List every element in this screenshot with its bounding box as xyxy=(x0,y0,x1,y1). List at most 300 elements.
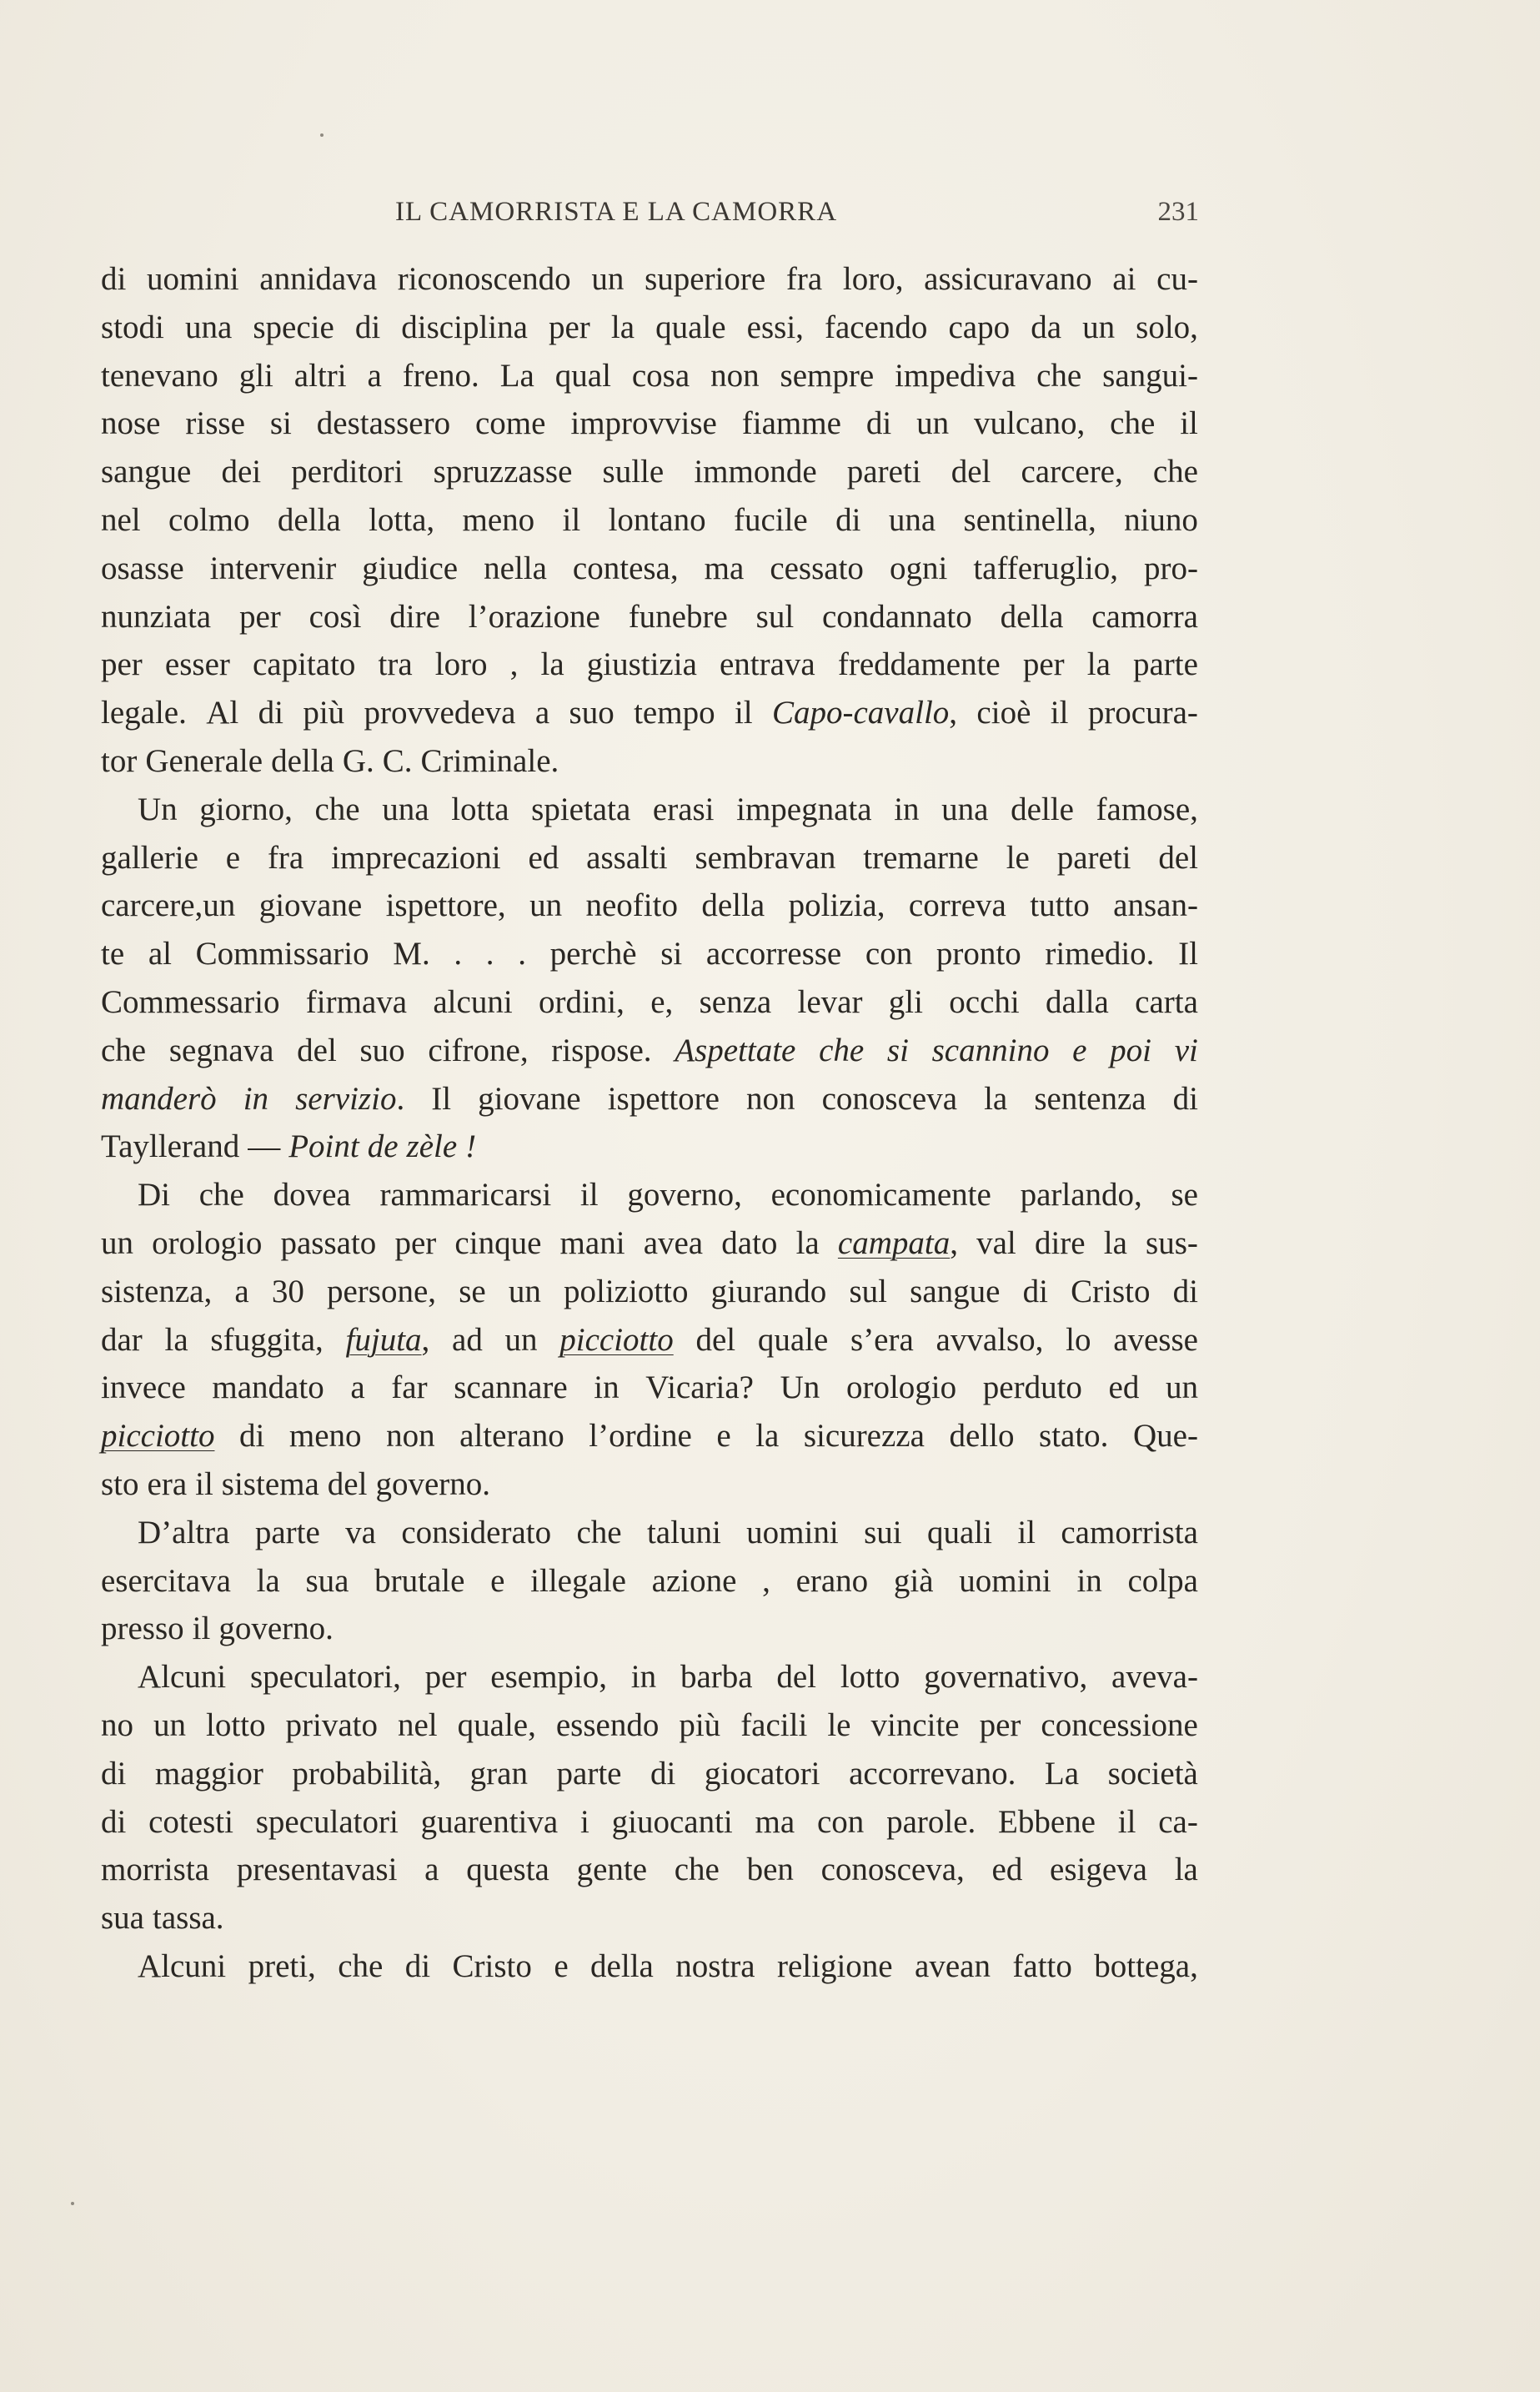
word xyxy=(850,1316,914,1364)
word xyxy=(101,304,164,352)
word xyxy=(350,1364,364,1412)
word xyxy=(629,593,728,641)
text-fragment: Vicaria? xyxy=(645,1369,754,1406)
word xyxy=(389,593,440,641)
text-fragment: non xyxy=(746,1080,795,1117)
text-fragment: lotta, xyxy=(369,501,435,538)
word xyxy=(770,545,864,593)
text-fragment: , xyxy=(949,695,958,731)
word xyxy=(101,1605,184,1653)
text-fragment: alcuni xyxy=(433,983,513,1020)
text-fragment: carcere,un xyxy=(101,887,236,924)
word xyxy=(291,448,403,496)
italic-text: poi xyxy=(1110,1032,1152,1068)
text-fragment: e xyxy=(490,1562,505,1599)
text-fragment: persone, xyxy=(327,1273,437,1309)
text-fragment: improvvise xyxy=(570,405,717,442)
italic-text: campata xyxy=(837,1224,951,1261)
text-fragment: Il xyxy=(1178,936,1198,972)
text-fragment: scannare xyxy=(454,1369,568,1406)
word xyxy=(1109,1364,1140,1412)
text-fragment: Alcuni xyxy=(138,1659,227,1696)
text-fragment: la xyxy=(256,1562,280,1599)
word xyxy=(577,1846,647,1894)
text-fragment: imprecazioni xyxy=(331,839,501,876)
word xyxy=(303,689,344,737)
word xyxy=(289,1412,362,1460)
word xyxy=(421,737,559,786)
text-fragment: se xyxy=(1171,1177,1198,1214)
word xyxy=(612,1798,733,1847)
word xyxy=(589,1412,691,1460)
word xyxy=(1045,930,1154,978)
word xyxy=(101,400,161,448)
text-fragment: il xyxy=(1050,695,1069,731)
text-fragment: gli xyxy=(238,357,273,394)
word xyxy=(1021,448,1122,496)
word xyxy=(1051,689,1069,737)
text-fragment: sicurezza xyxy=(803,1418,925,1455)
text-fragment: intervenir xyxy=(209,550,337,586)
word xyxy=(756,593,795,641)
text-fragment: camorrista xyxy=(1061,1514,1198,1550)
word xyxy=(1045,1750,1079,1798)
word xyxy=(454,1219,541,1268)
word xyxy=(428,1027,528,1075)
word xyxy=(910,1268,1000,1316)
word xyxy=(603,448,665,496)
text-fragment: ordini, xyxy=(538,983,625,1020)
text-fragment: il xyxy=(1117,1803,1136,1840)
word xyxy=(148,1798,233,1847)
word xyxy=(740,1701,807,1750)
word xyxy=(735,689,753,737)
text-fragment: polizia, xyxy=(788,887,885,924)
word xyxy=(864,1509,902,1557)
word xyxy=(1118,1798,1136,1847)
text-line xyxy=(101,1412,1198,1460)
text-fragment: orologio xyxy=(845,1369,957,1406)
text-line xyxy=(101,786,1198,834)
word xyxy=(1006,834,1030,882)
text-fragment: ma xyxy=(704,550,745,586)
word xyxy=(239,1412,264,1460)
word xyxy=(239,352,273,400)
word xyxy=(101,1268,212,1316)
word xyxy=(101,1557,231,1606)
text-fragment: sui xyxy=(864,1514,902,1550)
word xyxy=(379,1171,551,1219)
word xyxy=(101,834,198,882)
text-fragment: erano xyxy=(795,1562,869,1599)
text-fragment: dato xyxy=(721,1224,778,1261)
word xyxy=(822,1075,957,1123)
word xyxy=(101,1027,146,1075)
word xyxy=(1110,400,1155,448)
text-fragment: una xyxy=(941,791,989,827)
text-fragment: avesse xyxy=(1113,1321,1198,1358)
word xyxy=(742,400,841,448)
text-fragment: che xyxy=(338,1947,384,1984)
text-fragment: sembravan xyxy=(695,839,836,876)
word xyxy=(221,448,261,496)
word xyxy=(780,1364,820,1412)
text-fragment: vulcano, xyxy=(974,405,1086,442)
text-fragment: il xyxy=(1180,405,1198,442)
word xyxy=(889,496,936,545)
word xyxy=(345,1509,376,1557)
word xyxy=(1050,1846,1147,1894)
text-fragment: cioè xyxy=(976,695,1031,731)
text-fragment: tra xyxy=(378,646,413,683)
word xyxy=(253,304,334,352)
word xyxy=(1111,1653,1198,1701)
text-fragment: sangue xyxy=(101,454,192,490)
text-fragment: ogni xyxy=(889,550,948,586)
text-fragment: bottega, xyxy=(1094,1947,1198,1984)
text-fragment: quali xyxy=(926,1514,992,1550)
word xyxy=(257,1557,280,1606)
text-fragment: freddamente xyxy=(837,646,1001,683)
word xyxy=(747,304,804,352)
text-fragment: freno. xyxy=(402,357,479,394)
text-line xyxy=(101,593,1198,641)
text-fragment: tutto xyxy=(1030,887,1090,924)
word xyxy=(865,930,912,978)
word xyxy=(243,1075,268,1123)
text-fragment: di xyxy=(1022,1273,1048,1309)
text-fragment: vincite xyxy=(870,1706,960,1743)
text-fragment: con xyxy=(865,936,913,972)
word xyxy=(964,496,1096,545)
text-fragment: in xyxy=(1076,1562,1102,1599)
word xyxy=(434,448,573,496)
word xyxy=(594,1364,619,1412)
text-fragment: società xyxy=(1107,1755,1198,1791)
text-fragment: tempo xyxy=(634,695,715,731)
word xyxy=(433,978,512,1027)
text-fragment: carcere, xyxy=(1021,454,1123,490)
text-fragment: sulle xyxy=(602,454,665,490)
word xyxy=(1158,1798,1198,1847)
word xyxy=(101,1219,133,1268)
text-fragment: con xyxy=(816,1803,865,1840)
italic-text: manderò xyxy=(101,1080,217,1117)
word xyxy=(1031,304,1061,352)
text-line xyxy=(101,1942,1198,1991)
text-fragment: Tayllerand xyxy=(101,1128,240,1165)
word xyxy=(550,930,637,978)
word xyxy=(849,1268,887,1316)
word xyxy=(720,641,815,689)
word xyxy=(983,1364,1082,1412)
text-fragment: fucile xyxy=(733,501,808,538)
word xyxy=(772,689,957,737)
word xyxy=(650,978,673,1027)
word xyxy=(1102,352,1198,400)
text-fragment: della xyxy=(271,742,334,779)
text-fragment: giocatori xyxy=(704,1755,820,1791)
text-line xyxy=(101,689,1198,737)
word xyxy=(165,641,230,689)
word xyxy=(101,689,187,737)
text-fragment: al xyxy=(148,936,172,972)
word xyxy=(431,1075,451,1123)
word xyxy=(237,1846,398,1894)
text-fragment: pronto xyxy=(936,936,1021,972)
word xyxy=(469,593,600,641)
text-line xyxy=(101,1123,1198,1171)
word xyxy=(309,593,362,641)
text-fragment: le xyxy=(1006,839,1030,876)
text-fragment: Di xyxy=(138,1177,170,1214)
word xyxy=(560,1219,625,1268)
word xyxy=(675,1846,720,1894)
word xyxy=(1087,641,1111,689)
word xyxy=(984,1075,1007,1123)
word xyxy=(101,930,124,978)
word xyxy=(1136,304,1198,352)
word xyxy=(894,786,919,834)
word xyxy=(101,1412,214,1460)
text-fragment: già xyxy=(893,1562,934,1599)
text-fragment: Ebbene xyxy=(998,1803,1096,1840)
word xyxy=(909,882,1006,930)
text-fragment: senza xyxy=(699,983,772,1020)
text-fragment: cotesti xyxy=(148,1803,233,1840)
text-fragment: parole. xyxy=(886,1803,976,1840)
italic-text: scannino xyxy=(931,1032,1050,1068)
text-fragment: immonde xyxy=(694,454,817,490)
word xyxy=(280,1219,376,1268)
italic-text: zèle xyxy=(406,1128,458,1165)
word xyxy=(459,1412,564,1460)
word xyxy=(569,689,614,737)
word xyxy=(1096,786,1198,834)
text-fragment: sangue xyxy=(910,1273,1001,1309)
text-fragment: del xyxy=(327,1465,368,1502)
text-fragment: sistenza, xyxy=(101,1273,213,1309)
word xyxy=(590,1942,654,1991)
text-fragment: probabilità, xyxy=(292,1755,442,1791)
word xyxy=(838,641,1001,689)
text-fragment: sempre xyxy=(780,357,875,394)
word xyxy=(292,1750,441,1798)
text-line xyxy=(101,978,1198,1027)
word xyxy=(193,1605,211,1653)
word xyxy=(886,1798,976,1847)
text-fragment: della xyxy=(277,501,341,538)
text-fragment: dalla xyxy=(1046,983,1109,1020)
text-line xyxy=(101,1701,1198,1750)
word xyxy=(286,1701,378,1750)
word xyxy=(362,545,458,593)
word xyxy=(695,1316,735,1364)
word xyxy=(101,1316,143,1364)
text-fragment: levar xyxy=(797,983,863,1020)
word xyxy=(1035,1219,1086,1268)
word xyxy=(585,882,677,930)
text-fragment: tor xyxy=(101,742,138,779)
text-line xyxy=(101,1171,1198,1219)
text-fragment: cu- xyxy=(1156,261,1198,297)
text-fragment: ma xyxy=(755,1803,795,1840)
text-fragment: più xyxy=(679,1706,721,1743)
word xyxy=(294,352,347,400)
text-fragment: di xyxy=(354,309,381,345)
word xyxy=(270,400,292,448)
text-line xyxy=(101,545,1198,593)
text-fragment: e, xyxy=(650,983,674,1020)
word xyxy=(101,882,235,930)
text-fragment: destassero xyxy=(316,405,451,442)
text-fragment: alterano xyxy=(459,1418,564,1455)
word xyxy=(573,545,679,593)
paper-speck xyxy=(71,2202,74,2205)
text-fragment: pareti xyxy=(846,454,921,490)
text-fragment: Criminale. xyxy=(420,742,559,779)
word xyxy=(580,1798,589,1847)
text-fragment: per xyxy=(979,1706,1021,1743)
word xyxy=(627,1171,742,1219)
text-fragment: spruzzasse xyxy=(433,454,573,490)
text-fragment: la xyxy=(755,1418,780,1455)
word xyxy=(1166,1364,1198,1412)
word xyxy=(843,255,904,304)
word xyxy=(936,1316,1044,1364)
text-fragment: una xyxy=(184,309,233,345)
text-fragment: ben xyxy=(746,1852,794,1888)
text-fragment: governo. xyxy=(218,1611,334,1647)
text-fragment: gente xyxy=(576,1852,648,1888)
word xyxy=(1041,1701,1197,1750)
text-fragment: camorra xyxy=(1091,598,1198,635)
text-fragment: , xyxy=(762,1562,770,1599)
text-fragment: in xyxy=(630,1659,657,1696)
word xyxy=(196,930,369,978)
word xyxy=(101,1798,126,1847)
text-fragment: fra xyxy=(267,839,304,876)
word xyxy=(195,1460,213,1509)
text-fragment: condannato xyxy=(822,598,972,635)
text-line xyxy=(101,1557,1198,1606)
word xyxy=(510,641,519,689)
word xyxy=(1173,1268,1198,1316)
text-fragment: dello xyxy=(949,1418,1015,1455)
word xyxy=(1171,1171,1199,1219)
text-fragment: facendo xyxy=(825,309,928,345)
word xyxy=(452,1316,483,1364)
text-fragment: lo xyxy=(1066,1321,1091,1358)
word xyxy=(403,352,479,400)
word xyxy=(653,786,715,834)
text-fragment: quale xyxy=(757,1321,829,1358)
text-fragment: e xyxy=(225,839,241,876)
text-fragment: sistema xyxy=(221,1465,319,1502)
word xyxy=(660,930,682,978)
word xyxy=(369,496,434,545)
text-line xyxy=(101,1075,1198,1123)
text-fragment: non xyxy=(710,357,760,394)
italic-text: picciotto xyxy=(559,1321,674,1358)
word xyxy=(866,400,891,448)
text-line xyxy=(101,641,1198,689)
text-fragment: la xyxy=(164,1321,188,1358)
text-fragment: presentavasi xyxy=(236,1852,398,1888)
text-fragment: fatto xyxy=(1012,1947,1072,1984)
text-fragment: essi, xyxy=(746,309,804,345)
text-fragment: speculatori, xyxy=(249,1659,401,1696)
word xyxy=(138,1509,229,1557)
word xyxy=(145,737,263,786)
text-fragment: perditori xyxy=(291,454,404,490)
italic-text: fujuta xyxy=(345,1321,422,1358)
word xyxy=(736,786,871,834)
text-fragment: contesa, xyxy=(572,550,679,586)
text-fragment: brutale xyxy=(374,1562,465,1599)
word xyxy=(591,255,624,304)
word xyxy=(786,255,822,304)
word xyxy=(101,1460,139,1509)
word xyxy=(1001,593,1064,641)
text-fragment: cessato xyxy=(770,550,864,586)
word xyxy=(273,1171,351,1219)
word xyxy=(924,255,1091,304)
word xyxy=(895,352,1016,400)
text-fragment: gli xyxy=(888,983,923,1020)
text-fragment: facili xyxy=(740,1706,808,1743)
text-fragment: a xyxy=(367,357,382,394)
text-fragment: tafferuglio, xyxy=(973,550,1118,586)
text-fragment: accorrevano. xyxy=(849,1755,1016,1791)
word xyxy=(101,1123,239,1171)
word xyxy=(185,304,232,352)
word xyxy=(632,352,690,400)
word xyxy=(1133,1412,1198,1460)
word xyxy=(655,304,725,352)
italic-text: Capo-cavallo xyxy=(772,695,950,731)
text-fragment: di xyxy=(101,1803,127,1840)
text-fragment: una xyxy=(382,791,429,827)
word xyxy=(518,930,526,978)
word xyxy=(539,978,625,1027)
text-fragment: religione xyxy=(777,1947,893,1984)
text-fragment: gran xyxy=(469,1755,528,1791)
text-fragment: come xyxy=(475,405,546,442)
text-fragment: assicuravano xyxy=(924,261,1092,297)
text-line xyxy=(101,1653,1198,1701)
text-fragment: aveva- xyxy=(1111,1659,1198,1696)
word xyxy=(1108,1750,1198,1798)
text-fragment: 30 xyxy=(271,1273,304,1309)
text-fragment: colmo xyxy=(168,501,250,538)
word xyxy=(210,1316,323,1364)
text-fragment: da xyxy=(1031,309,1062,345)
word xyxy=(776,1653,816,1701)
word xyxy=(570,400,716,448)
text-fragment: occhi xyxy=(949,983,1020,1020)
word xyxy=(554,1942,568,1991)
text-fragment: che xyxy=(101,1032,147,1068)
word xyxy=(374,1557,464,1606)
word xyxy=(101,352,218,400)
text-fragment: un xyxy=(504,1321,538,1358)
text-fragment: uomini xyxy=(746,1514,839,1550)
text-fragment: ispettore xyxy=(607,1080,720,1117)
text-fragment: dar xyxy=(101,1321,143,1358)
text-fragment: segnava xyxy=(168,1032,274,1068)
word xyxy=(458,1701,536,1750)
